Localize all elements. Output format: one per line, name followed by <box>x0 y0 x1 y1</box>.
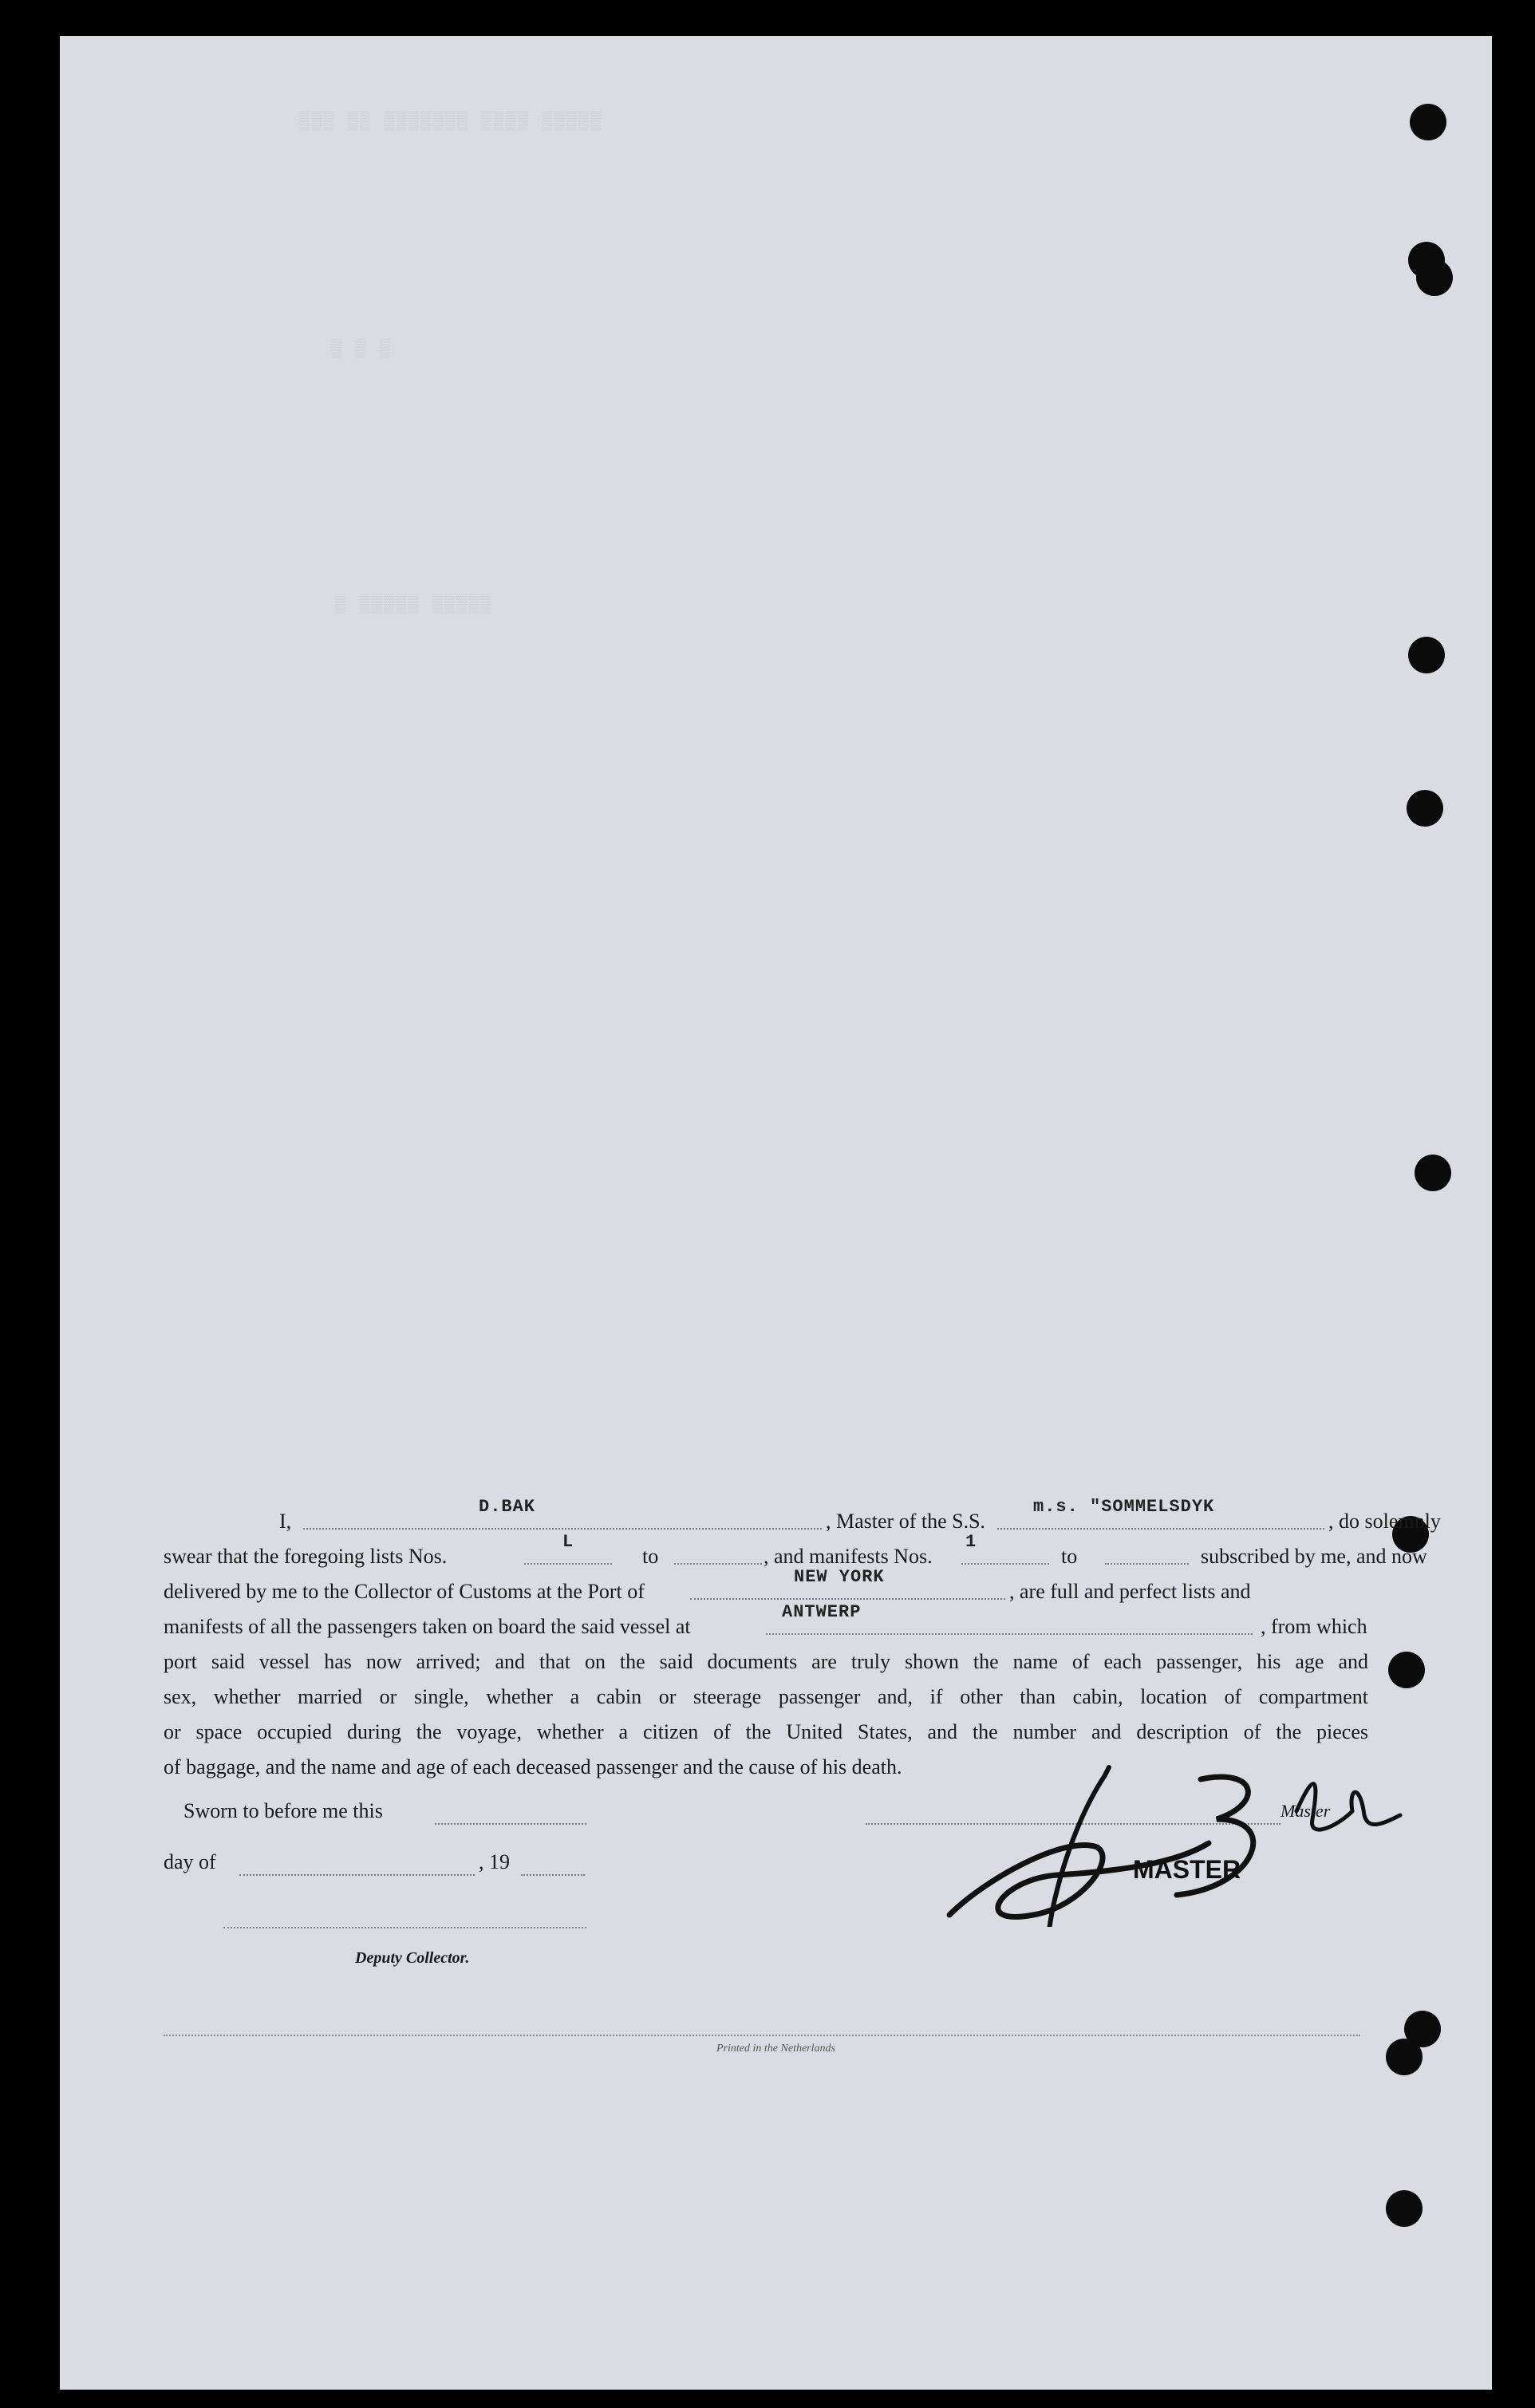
departure-port: ANTWERP <box>782 1602 862 1622</box>
bleed-through-text: ▒▒▒ ▒▒ ▒▒▒▒▒▒▒ ▒▒▒▒ ▒▒▒▒▒ <box>299 112 603 132</box>
manifests-of-all-text: manifests of all the passengers taken on board the said vessel at <box>164 1615 691 1638</box>
oath-line-1 <box>164 1497 1441 1539</box>
year-prefix: , 19 <box>479 1850 510 1873</box>
from-which-text: , from which <box>1261 1615 1367 1638</box>
manifests-to-field <box>1105 1563 1189 1565</box>
master-name: D.BAK <box>479 1497 536 1517</box>
punch-hole <box>1407 790 1443 827</box>
oath-line-7: or space occupied during the voyage, whether a citizen of the United States, and the number and description of the pieces <box>164 1720 1368 1743</box>
punch-hole <box>1408 637 1445 673</box>
bleed-through-text: ▒ ▒▒▒▒▒ ▒▒▒▒▒ <box>335 594 493 614</box>
lists-from: L <box>562 1532 574 1552</box>
departure-port-field <box>766 1633 1253 1635</box>
arrival-port: NEW YORK <box>794 1567 885 1587</box>
are-full-text: , are full and perfect lists and <box>1009 1580 1251 1603</box>
day-month-field <box>239 1874 475 1876</box>
oath-i: I, <box>279 1510 292 1533</box>
printed-in-text: Printed in the Netherlands <box>716 2043 835 2055</box>
swear-text: swear that the foregoing lists Nos. <box>164 1545 448 1568</box>
to-text-2: to <box>1061 1545 1078 1568</box>
subscribed-text: subscribed by me, and now <box>1201 1545 1427 1568</box>
lists-from-field <box>524 1563 612 1565</box>
oath-line-3 <box>164 1567 1368 1609</box>
punch-hole <box>1416 259 1453 296</box>
punch-hole <box>1386 2190 1423 2227</box>
delivered-text: delivered by me to the Collector of Customs at the Port of <box>164 1580 645 1603</box>
to-text-1: to <box>642 1545 659 1568</box>
ship-name-field <box>997 1528 1324 1530</box>
deputy-collector-label: Deputy Collector. <box>355 1949 470 1967</box>
year-field <box>521 1874 585 1876</box>
do-solemnly-text: , do solemnly <box>1328 1510 1441 1533</box>
oath-line-6: sex, whether married or single, whether a cabin or steerage passenger and, if other than cabin, location of compartment <box>164 1685 1368 1708</box>
punch-hole <box>1388 1652 1425 1688</box>
deputy-signature-line <box>223 1927 586 1928</box>
master-signature <box>937 1743 1432 1927</box>
footer-rule <box>164 2035 1360 2036</box>
sworn-date-field <box>435 1823 586 1825</box>
bleed-through-text: ▒ ▒ ▒ <box>331 339 393 359</box>
punch-hole <box>1410 104 1446 140</box>
oath-line-4 <box>164 1602 1368 1644</box>
day-of-text: day of <box>164 1850 216 1873</box>
and-manifests-text: , and manifests Nos. <box>764 1545 933 1568</box>
manifest-page <box>60 36 1492 2390</box>
oath-line-5: port said vessel has now arrived; and that on the said documents are truly shown the name of each passenger, his age and <box>164 1650 1368 1673</box>
manifests-from: 1 <box>965 1532 977 1552</box>
punch-hole <box>1415 1155 1451 1191</box>
master-label: Master <box>1280 1801 1331 1821</box>
ship-name: m.s. "SOMMELSDYK <box>1033 1497 1215 1517</box>
master-stamp: MASTER <box>1133 1855 1241 1884</box>
manifests-from-field <box>961 1563 1049 1565</box>
oath-line-2 <box>164 1532 1427 1574</box>
master-of-ss-text: , Master of the S.S. <box>826 1510 986 1533</box>
sworn-before-text: Sworn to before me this <box>183 1799 383 1822</box>
lists-to-field <box>674 1563 762 1565</box>
oath-line-8: of baggage, and the name and age of each deceased passenger and the cause of his death. <box>164 1755 902 1778</box>
